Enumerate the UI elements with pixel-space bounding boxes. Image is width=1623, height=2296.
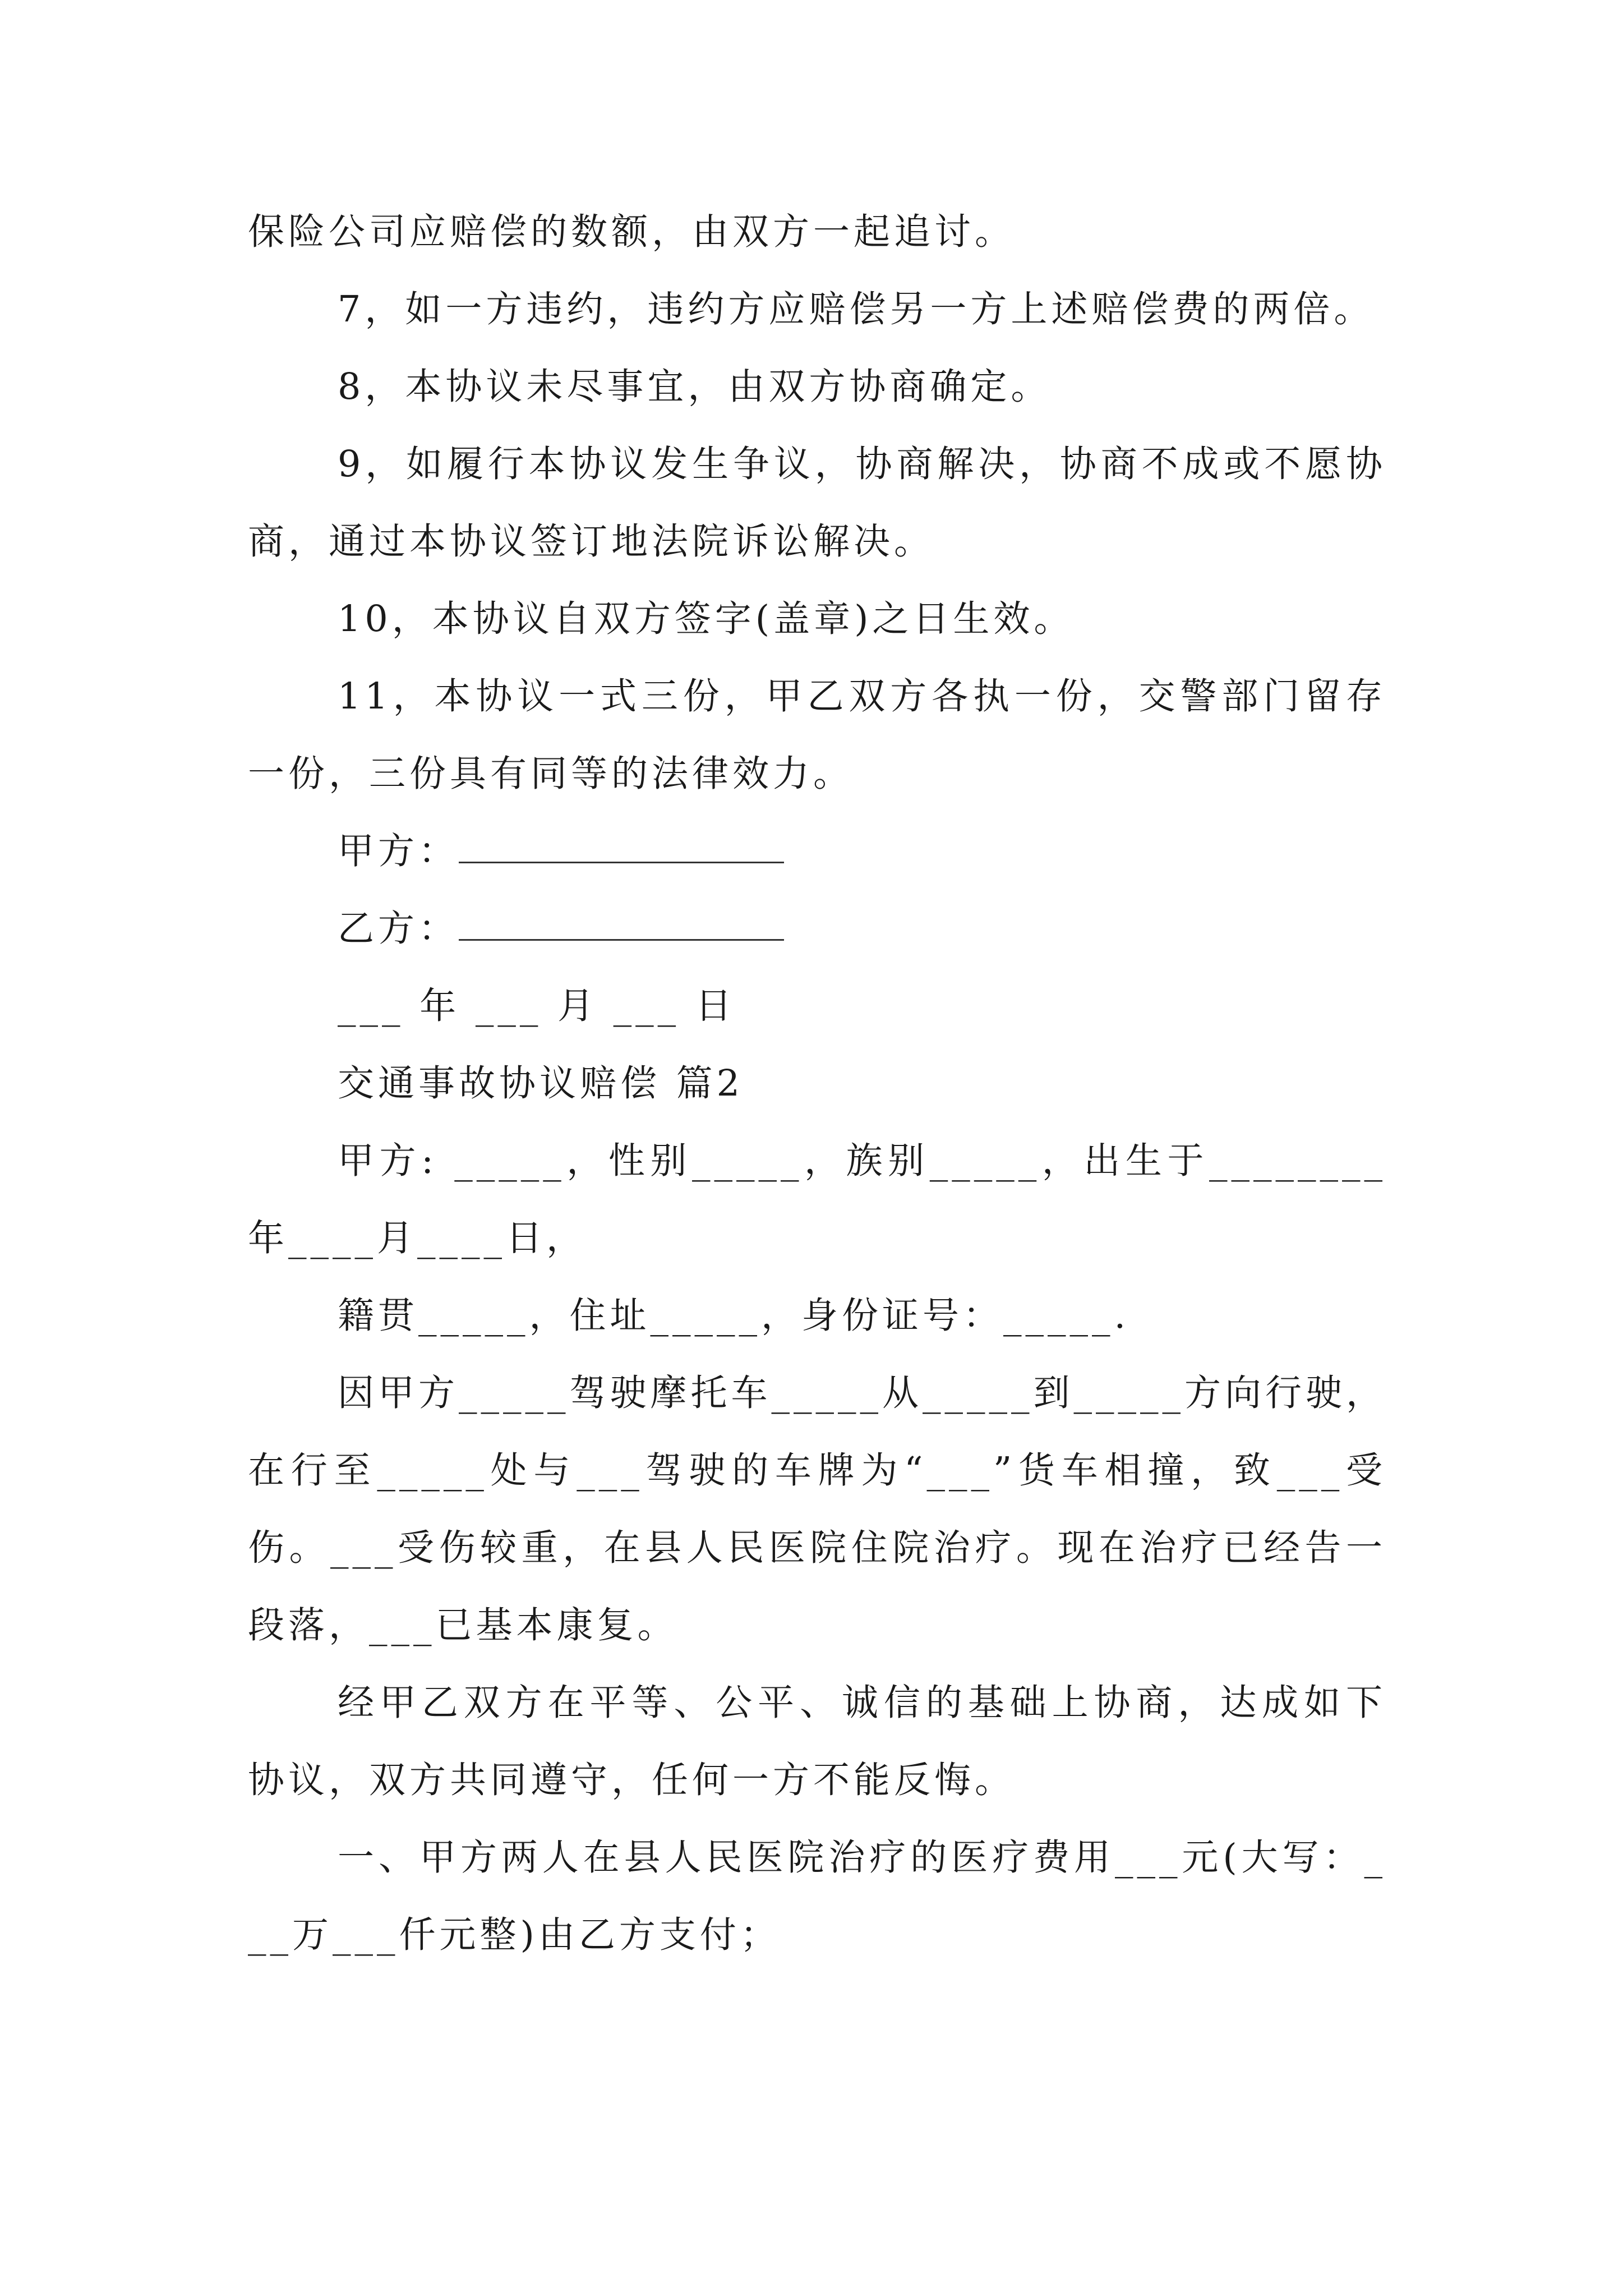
paragraph: 10，本协议自双方签字(盖章)之日生效。 [338, 598, 1075, 640]
paragraph: 11，本协议一式三份，甲乙双方各执一份，交警部门留存一份，三份具有同等的法律效力。 [248, 675, 1386, 795]
party-a-signature-line [248, 813, 1386, 890]
paragraph: 一、甲方两人在县人民医院治疗的医疗费用___元(大写：___万___仟元整)由乙方支付； [248, 1837, 1386, 1956]
party-b-label: 乙方： [338, 908, 459, 950]
paragraph: 甲方: _____，性别_____，族别_____，出生于________年____月____日， [248, 1140, 1386, 1259]
party-b-signature-blank [459, 910, 784, 941]
document-body [248, 194, 1386, 1974]
paragraph: 经甲乙双方在平等、公平、诚信的基础上协商，达成如下协议，双方共同遵守，任何一方不能反悔。 [248, 1682, 1386, 1801]
paragraph: 7，如一方违约，违约方应赔偿另一方上述赔偿费的两倍。 [338, 288, 1375, 330]
paragraph: 9，如履行本协议发生争议，协商解决，协商不成或不愿协商，通过本协议签订地法院诉讼解决。 [248, 443, 1386, 563]
paragraph: 籍贯_____，住址_____，身份证号：_____. [338, 1295, 1130, 1337]
paragraph: 保险公司应赔偿的数额，由双方一起追讨。 [248, 211, 1016, 253]
section-title: 交通事故协议赔偿 篇2 [338, 1062, 744, 1105]
party-b-signature-line [248, 890, 1386, 968]
party-a-signature-blank [459, 832, 784, 863]
party-a-label: 甲方： [338, 830, 459, 872]
paragraph: 因甲方_____驾驶摩托车_____从_____到_____方向行驶，在行至_____处与___驾驶的车牌为“___”货车相撞，致___受伤。___受伤较重，在县人民医院住院治疗。现在治疗已经告一段落，___已基本康复。 [248, 1372, 1387, 1646]
signature-date: ___ 年 ___ 月 ___ 日 [338, 985, 736, 1027]
paragraph: 8，本协议未尽事宜，由双方协商确定。 [338, 366, 1052, 408]
